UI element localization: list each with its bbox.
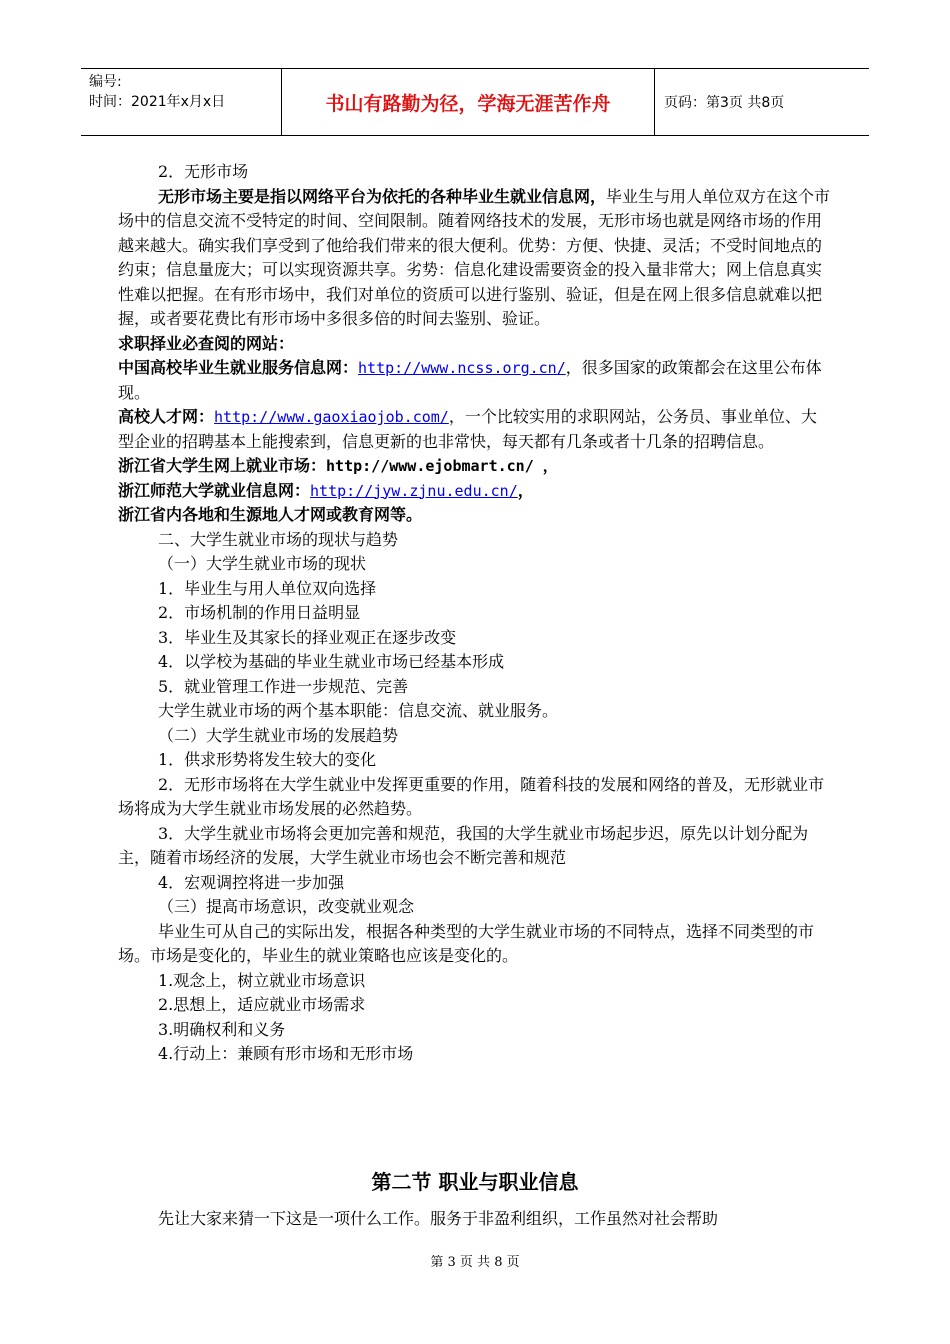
list-item: 2．市场机制的作用日益明显: [158, 603, 361, 622]
list-item: 4.行动上：兼顾有形市场和无形市场: [158, 1044, 414, 1063]
section-title: 第二节 职业与职业信息: [371, 1170, 579, 1194]
time-label: 时间：2021年x月x日: [89, 94, 226, 110]
trend-item: 4．宏观调控将进一步加强: [158, 872, 345, 892]
site-gaoxiao-name: 高校人才网：: [118, 407, 215, 426]
site-gaoxiao-desc: ，一个比较实用的求职网站，公务员、事业单位、大型企业的招聘基本上能搜索到，信息更新的也非常快，每天都有几条或者十几条的招聘信息。: [118, 407, 817, 451]
site-ejobmart: [118, 454, 832, 479]
list-item: 2.思想上，适应就业市场需求: [158, 995, 366, 1014]
paragraph-wuxing-lead: 无形市场主要是指以网络平台为依托的各种毕业生就业信息网，: [158, 186, 607, 206]
advice-paragraph: 毕业生可从自己的实际出发，根据各种类型的大学生就业市场的不同特点，选择不同类型的市场。市场是变化的，毕业生的就业策略也应该是变化的。: [118, 921, 815, 965]
trend-item: 3．大学生就业市场将会更加完善和规范，我国的大学生就业市场起步迟，原先以计划分配为主，随着市场经济的发展，大学生就业市场也会不断完善和规范: [118, 823, 809, 867]
trend-item: 2．无形市场将在大学生就业中发挥更重要的作用，随着科技的发展和网络的普及，无形就业市场将成为大学生就业市场发展的必然趋势。: [118, 774, 825, 818]
header-meta: [81, 69, 282, 135]
site-ncss-desc: ，很多国家的政策都会在这里公布体现。: [118, 358, 822, 402]
list-item: 3．毕业生及其家长的择业观正在逐步改变: [158, 627, 457, 647]
heading-status: （一）大学生就业市场的现状: [158, 554, 367, 573]
site-ncss-name: 中国高校毕业生就业服务信息网：: [118, 358, 359, 377]
code-label: 编号:: [89, 74, 122, 90]
header-page-info: 页码：第3页 共8页: [664, 95, 785, 111]
site-zjnu: [118, 479, 832, 504]
heading-wuxing: 2．无形市场: [158, 162, 249, 181]
site-gaoxiao: [118, 405, 832, 454]
list-item: 3.明确权利和义务: [158, 1019, 286, 1039]
list-item: 4．以学校为基础的毕业生就业市场已经基本形成: [158, 652, 505, 671]
site-gaoxiao-link[interactable]: http://www.gaoxiaojob.com/: [214, 408, 449, 426]
site-zjnu-name: 浙江师范大学就业信息网：: [118, 480, 311, 500]
functions-paragraph: 大学生就业市场的两个基本职能：信息交流、就业服务。: [158, 701, 559, 720]
list-item: 1.观念上，树立就业市场意识: [158, 970, 366, 990]
heading-awareness: （三）提高市场意识，改变就业观念: [158, 897, 415, 916]
heading-section-two: 二、大学生就业市场的现状与趋势: [158, 529, 399, 549]
paragraph-wuxing-body: 毕业生与用人单位双方在这个市场中的信息交流不受特定的时间、空间限制。随着网络技术的发展，无形市场也就是网络市场的作用越来越大。确实我们享受到了他给我们带来的很大便利。优势：方便、快捷、灵活；不受时间地点的约束；信息量庞大；可以实现资源共享。劣势：信息化建设需要资金的投入量非常大；网上信息真实性难以把握。在有形市场中，我们对单位的资质可以进行鉴别、验证，但是在网上很多信息就难以把握，或者要花费比有形市场中多很多倍的时间去鉴别、验证。: [118, 186, 831, 328]
list-item: 1．毕业生与用人单位双向选择: [158, 578, 377, 598]
sites-heading: 求职择业必查阅的网站：: [118, 333, 295, 353]
site-zjnu-tail: ，: [517, 480, 534, 500]
site-local: 浙江省内各地和生源地人才网或教育网等。: [118, 505, 423, 524]
paragraph-intro: 先让大家来猜一下这是一项什么工作。服务于非盈利组织，工作虽然对社会帮助: [158, 1209, 719, 1228]
site-zjnu-link[interactable]: http://jyw.zjnu.edu.cn/: [310, 481, 518, 500]
page-footer: 第 3 页 共 8 页: [430, 1255, 520, 1270]
list-item: 5．就业管理工作进一步规范、完善: [158, 676, 409, 696]
document-body: [118, 160, 832, 1067]
advice-list: [118, 969, 832, 1067]
paragraph-wuxing: [118, 185, 832, 332]
trend-item: 1．供求形势将发生较大的变化: [158, 750, 377, 769]
site-ejobmart-url: http://www.ejobmart.cn/ ，: [326, 457, 558, 475]
site-ncss-link[interactable]: http://www.ncss.org.cn/: [358, 359, 566, 377]
heading-trends: （二）大学生就业市场的发展趋势: [158, 725, 399, 745]
page-header: [81, 68, 869, 136]
status-list: [118, 577, 832, 700]
header-motto: 书山有路勤为径，学海无涯苦作舟: [282, 69, 655, 135]
site-ejobmart-name: 浙江省大学生网上就业市场：: [118, 456, 327, 475]
site-ncss: [118, 356, 832, 405]
